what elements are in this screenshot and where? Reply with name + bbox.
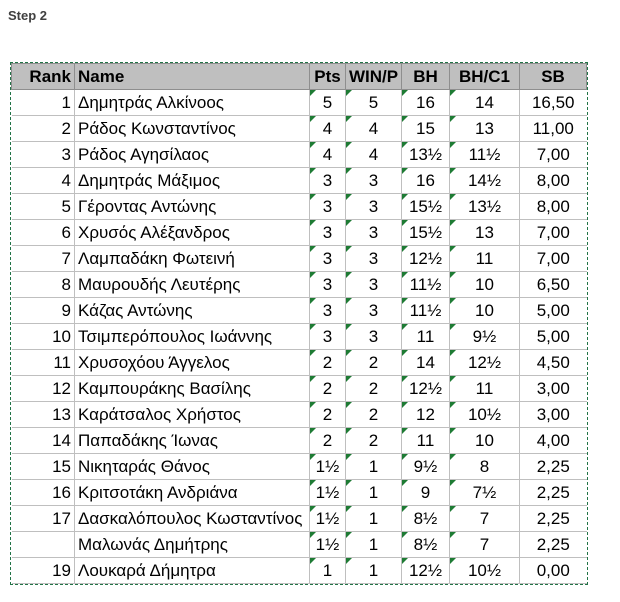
cell-bhc1[interactable]: 10 [450, 428, 520, 454]
cell-name[interactable]: Ράδος Κωνσταντίνος [75, 116, 310, 142]
cell-pts[interactable]: 5 [310, 90, 346, 116]
cell-bh[interactable]: 12½ [402, 558, 450, 584]
cell-win[interactable]: 2 [346, 428, 402, 454]
cell-bh[interactable]: 8½ [402, 506, 450, 532]
header-rank[interactable]: Rank [12, 64, 75, 90]
cell-rank[interactable]: 10 [12, 324, 75, 350]
cell-bh[interactable]: 16 [402, 168, 450, 194]
cell-name[interactable]: Λουκαρά Δήμητρα [75, 558, 310, 584]
cell-name[interactable]: Δημητράς Αλκίνοος [75, 90, 310, 116]
cell-sb[interactable]: 5,00 [520, 298, 587, 324]
cell-bhc1[interactable]: 9½ [450, 324, 520, 350]
table-row [12, 402, 587, 428]
cell-rank[interactable]: 6 [12, 220, 75, 246]
table-row [12, 246, 587, 272]
cell-pts[interactable]: 2 [310, 350, 346, 376]
cell-pts[interactable]: 3 [310, 272, 346, 298]
table-row [12, 116, 587, 142]
cell-rank[interactable]: 13 [12, 402, 75, 428]
cell-rank[interactable]: 14 [12, 428, 75, 454]
cell-sb[interactable]: 8,00 [520, 194, 587, 220]
cell-rank[interactable]: 9 [12, 298, 75, 324]
cell-rank[interactable]: 12 [12, 376, 75, 402]
cell-bh[interactable]: 12½ [402, 246, 450, 272]
cell-win[interactable]: 5 [346, 90, 402, 116]
cell-win[interactable]: 3 [346, 298, 402, 324]
cell-name[interactable]: Νικηταράς Θάνος [75, 454, 310, 480]
cell-win[interactable]: 1 [346, 480, 402, 506]
table-row [12, 90, 587, 116]
cell-pts[interactable]: 2 [310, 428, 346, 454]
cell-bhc1[interactable]: 14½ [450, 168, 520, 194]
header-row [12, 64, 587, 90]
cell-name[interactable]: Γέροντας Αντώνης [75, 194, 310, 220]
cell-pts[interactable]: 1½ [310, 506, 346, 532]
cell-bhc1[interactable]: 11 [450, 376, 520, 402]
header-win[interactable]: WIN/P [346, 64, 402, 90]
cell-rank[interactable]: 4 [12, 168, 75, 194]
cell-bh[interactable]: 12½ [402, 376, 450, 402]
cell-name[interactable]: Καμπουράκης Βασίλης [75, 376, 310, 402]
cell-bh[interactable]: 11½ [402, 298, 450, 324]
cell-sb[interactable]: 8,00 [520, 168, 587, 194]
table-row [12, 506, 587, 532]
cell-sb[interactable]: 2,25 [520, 532, 587, 558]
cell-rank[interactable] [12, 532, 75, 558]
cell-rank[interactable]: 7 [12, 246, 75, 272]
cell-sb[interactable]: 7,00 [520, 220, 587, 246]
cell-bh[interactable]: 14 [402, 350, 450, 376]
cell-sb[interactable]: 3,00 [520, 402, 587, 428]
table-row [12, 168, 587, 194]
cell-pts[interactable]: 1½ [310, 532, 346, 558]
table-row [12, 428, 587, 454]
cell-name[interactable]: Δασκαλόπουλος Κωσταντίνος [75, 506, 310, 532]
table-row [12, 532, 587, 558]
table-row [12, 142, 587, 168]
cell-pts[interactable]: 3 [310, 220, 346, 246]
cell-rank[interactable]: 3 [12, 142, 75, 168]
header-pts[interactable]: Pts [310, 64, 346, 90]
cell-win[interactable]: 1 [346, 532, 402, 558]
cell-bh[interactable]: 15 [402, 116, 450, 142]
cell-bhc1[interactable]: 8 [450, 454, 520, 480]
cell-bh[interactable]: 13½ [402, 142, 450, 168]
cell-pts[interactable]: 3 [310, 194, 346, 220]
table-row [12, 220, 587, 246]
header-name[interactable]: Name [75, 64, 310, 90]
cell-sb[interactable]: 4,50 [520, 350, 587, 376]
table-row [12, 558, 587, 584]
cell-bhc1[interactable]: 10½ [450, 558, 520, 584]
cell-win[interactable]: 2 [346, 350, 402, 376]
table-row [12, 480, 587, 506]
cell-rank[interactable]: 5 [12, 194, 75, 220]
cell-bh[interactable]: 16 [402, 90, 450, 116]
cell-pts[interactable]: 3 [310, 246, 346, 272]
cell-name[interactable]: Παπαδάκης Ίωνας [75, 428, 310, 454]
cell-name[interactable]: Λαμπαδάκη Φωτεινή [75, 246, 310, 272]
table-row [12, 298, 587, 324]
cell-win[interactable]: 3 [346, 220, 402, 246]
cell-bhc1[interactable]: 10½ [450, 402, 520, 428]
cell-win[interactable]: 1 [346, 558, 402, 584]
cell-name[interactable]: Χρυσοχόου Άγγελος [75, 350, 310, 376]
table-row [12, 454, 587, 480]
cell-name[interactable]: Κριτσοτάκη Ανδριάνα [75, 480, 310, 506]
cell-bhc1[interactable]: 10 [450, 272, 520, 298]
cell-name[interactable]: Κάζας Αντώνης [75, 298, 310, 324]
table-row [12, 194, 587, 220]
cell-name[interactable]: Μαυρουδής Λευτέρης [75, 272, 310, 298]
cell-sb[interactable]: 3,00 [520, 376, 587, 402]
cell-bhc1[interactable]: 14 [450, 90, 520, 116]
cell-win[interactable]: 2 [346, 376, 402, 402]
header-bhc1[interactable]: BH/C1 [450, 64, 520, 90]
cell-rank[interactable]: 2 [12, 116, 75, 142]
header-sb[interactable]: SB [520, 64, 587, 90]
cell-bh[interactable]: 15½ [402, 220, 450, 246]
cell-win[interactable]: 3 [346, 194, 402, 220]
cell-sb[interactable]: 11,00 [520, 116, 587, 142]
cell-pts[interactable]: 1½ [310, 480, 346, 506]
cell-bhc1[interactable]: 13 [450, 220, 520, 246]
cell-sb[interactable]: 7,00 [520, 142, 587, 168]
cell-bh[interactable]: 12 [402, 402, 450, 428]
cell-bhc1[interactable]: 7 [450, 532, 520, 558]
table-row [12, 376, 587, 402]
cell-rank[interactable]: 17 [12, 506, 75, 532]
cell-sb[interactable]: 16,50 [520, 90, 587, 116]
cell-bh[interactable]: 8½ [402, 532, 450, 558]
cell-pts[interactable]: 3 [310, 168, 346, 194]
cell-win[interactable]: 4 [346, 142, 402, 168]
cell-name[interactable]: Ράδος Αγησίλαος [75, 142, 310, 168]
cell-bhc1[interactable]: 11½ [450, 142, 520, 168]
table-row [12, 350, 587, 376]
cell-win[interactable]: 3 [346, 272, 402, 298]
cell-name[interactable]: Καράτσαλος Χρήστος [75, 402, 310, 428]
cell-bh[interactable]: 15½ [402, 194, 450, 220]
cell-pts[interactable]: 2 [310, 376, 346, 402]
cell-rank[interactable]: 1 [12, 90, 75, 116]
cell-rank[interactable]: 15 [12, 454, 75, 480]
cell-bh[interactable]: 11 [402, 428, 450, 454]
table-row [12, 324, 587, 350]
cell-win[interactable]: 3 [346, 324, 402, 350]
cell-sb[interactable]: 6,50 [520, 272, 587, 298]
step-title: Step 2 [8, 8, 48, 23]
standings-sheet [10, 62, 588, 585]
cell-sb[interactable]: 2,25 [520, 506, 587, 532]
cell-name[interactable]: Μαλωνάς Δημήτρης [75, 532, 310, 558]
cell-win[interactable]: 1 [346, 506, 402, 532]
cell-pts[interactable]: 3 [310, 324, 346, 350]
cell-win[interactable]: 2 [346, 402, 402, 428]
cell-pts[interactable]: 4 [310, 116, 346, 142]
cell-sb[interactable]: 2,25 [520, 454, 587, 480]
cell-bh[interactable]: 9½ [402, 454, 450, 480]
cell-win[interactable]: 3 [346, 246, 402, 272]
cell-bh[interactable]: 11½ [402, 272, 450, 298]
cell-name[interactable]: Χρυσός Αλέξανδρος [75, 220, 310, 246]
cell-bhc1[interactable]: 11 [450, 246, 520, 272]
cell-bhc1[interactable]: 12½ [450, 350, 520, 376]
cell-pts[interactable]: 2 [310, 402, 346, 428]
cell-pts[interactable]: 1 [310, 558, 346, 584]
cell-bh[interactable]: 11 [402, 324, 450, 350]
cell-sb[interactable]: 2,25 [520, 480, 587, 506]
cell-name[interactable]: Δημητράς Μάξιμος [75, 168, 310, 194]
cell-name[interactable]: Τσιμπερόπουλος Ιωάννης [75, 324, 310, 350]
cell-sb[interactable]: 5,00 [520, 324, 587, 350]
cell-rank[interactable]: 19 [12, 558, 75, 584]
cell-rank[interactable]: 8 [12, 272, 75, 298]
cell-sb[interactable]: 4,00 [520, 428, 587, 454]
cell-sb[interactable]: 0,00 [520, 558, 587, 584]
cell-pts[interactable]: 1½ [310, 454, 346, 480]
cell-rank[interactable]: 11 [12, 350, 75, 376]
cell-bhc1[interactable]: 7½ [450, 480, 520, 506]
cell-pts[interactable]: 4 [310, 142, 346, 168]
cell-bhc1[interactable]: 13½ [450, 194, 520, 220]
cell-bh[interactable]: 9 [402, 480, 450, 506]
cell-bhc1[interactable]: 7 [450, 506, 520, 532]
table-row [12, 272, 587, 298]
cell-rank[interactable]: 16 [12, 480, 75, 506]
cell-win[interactable]: 4 [346, 116, 402, 142]
cell-sb[interactable]: 7,00 [520, 246, 587, 272]
header-bh[interactable]: BH [402, 64, 450, 90]
cell-win[interactable]: 1 [346, 454, 402, 480]
cell-bhc1[interactable]: 10 [450, 298, 520, 324]
cell-win[interactable]: 3 [346, 168, 402, 194]
cell-pts[interactable]: 3 [310, 298, 346, 324]
standings-table [11, 63, 587, 584]
cell-bhc1[interactable]: 13 [450, 116, 520, 142]
